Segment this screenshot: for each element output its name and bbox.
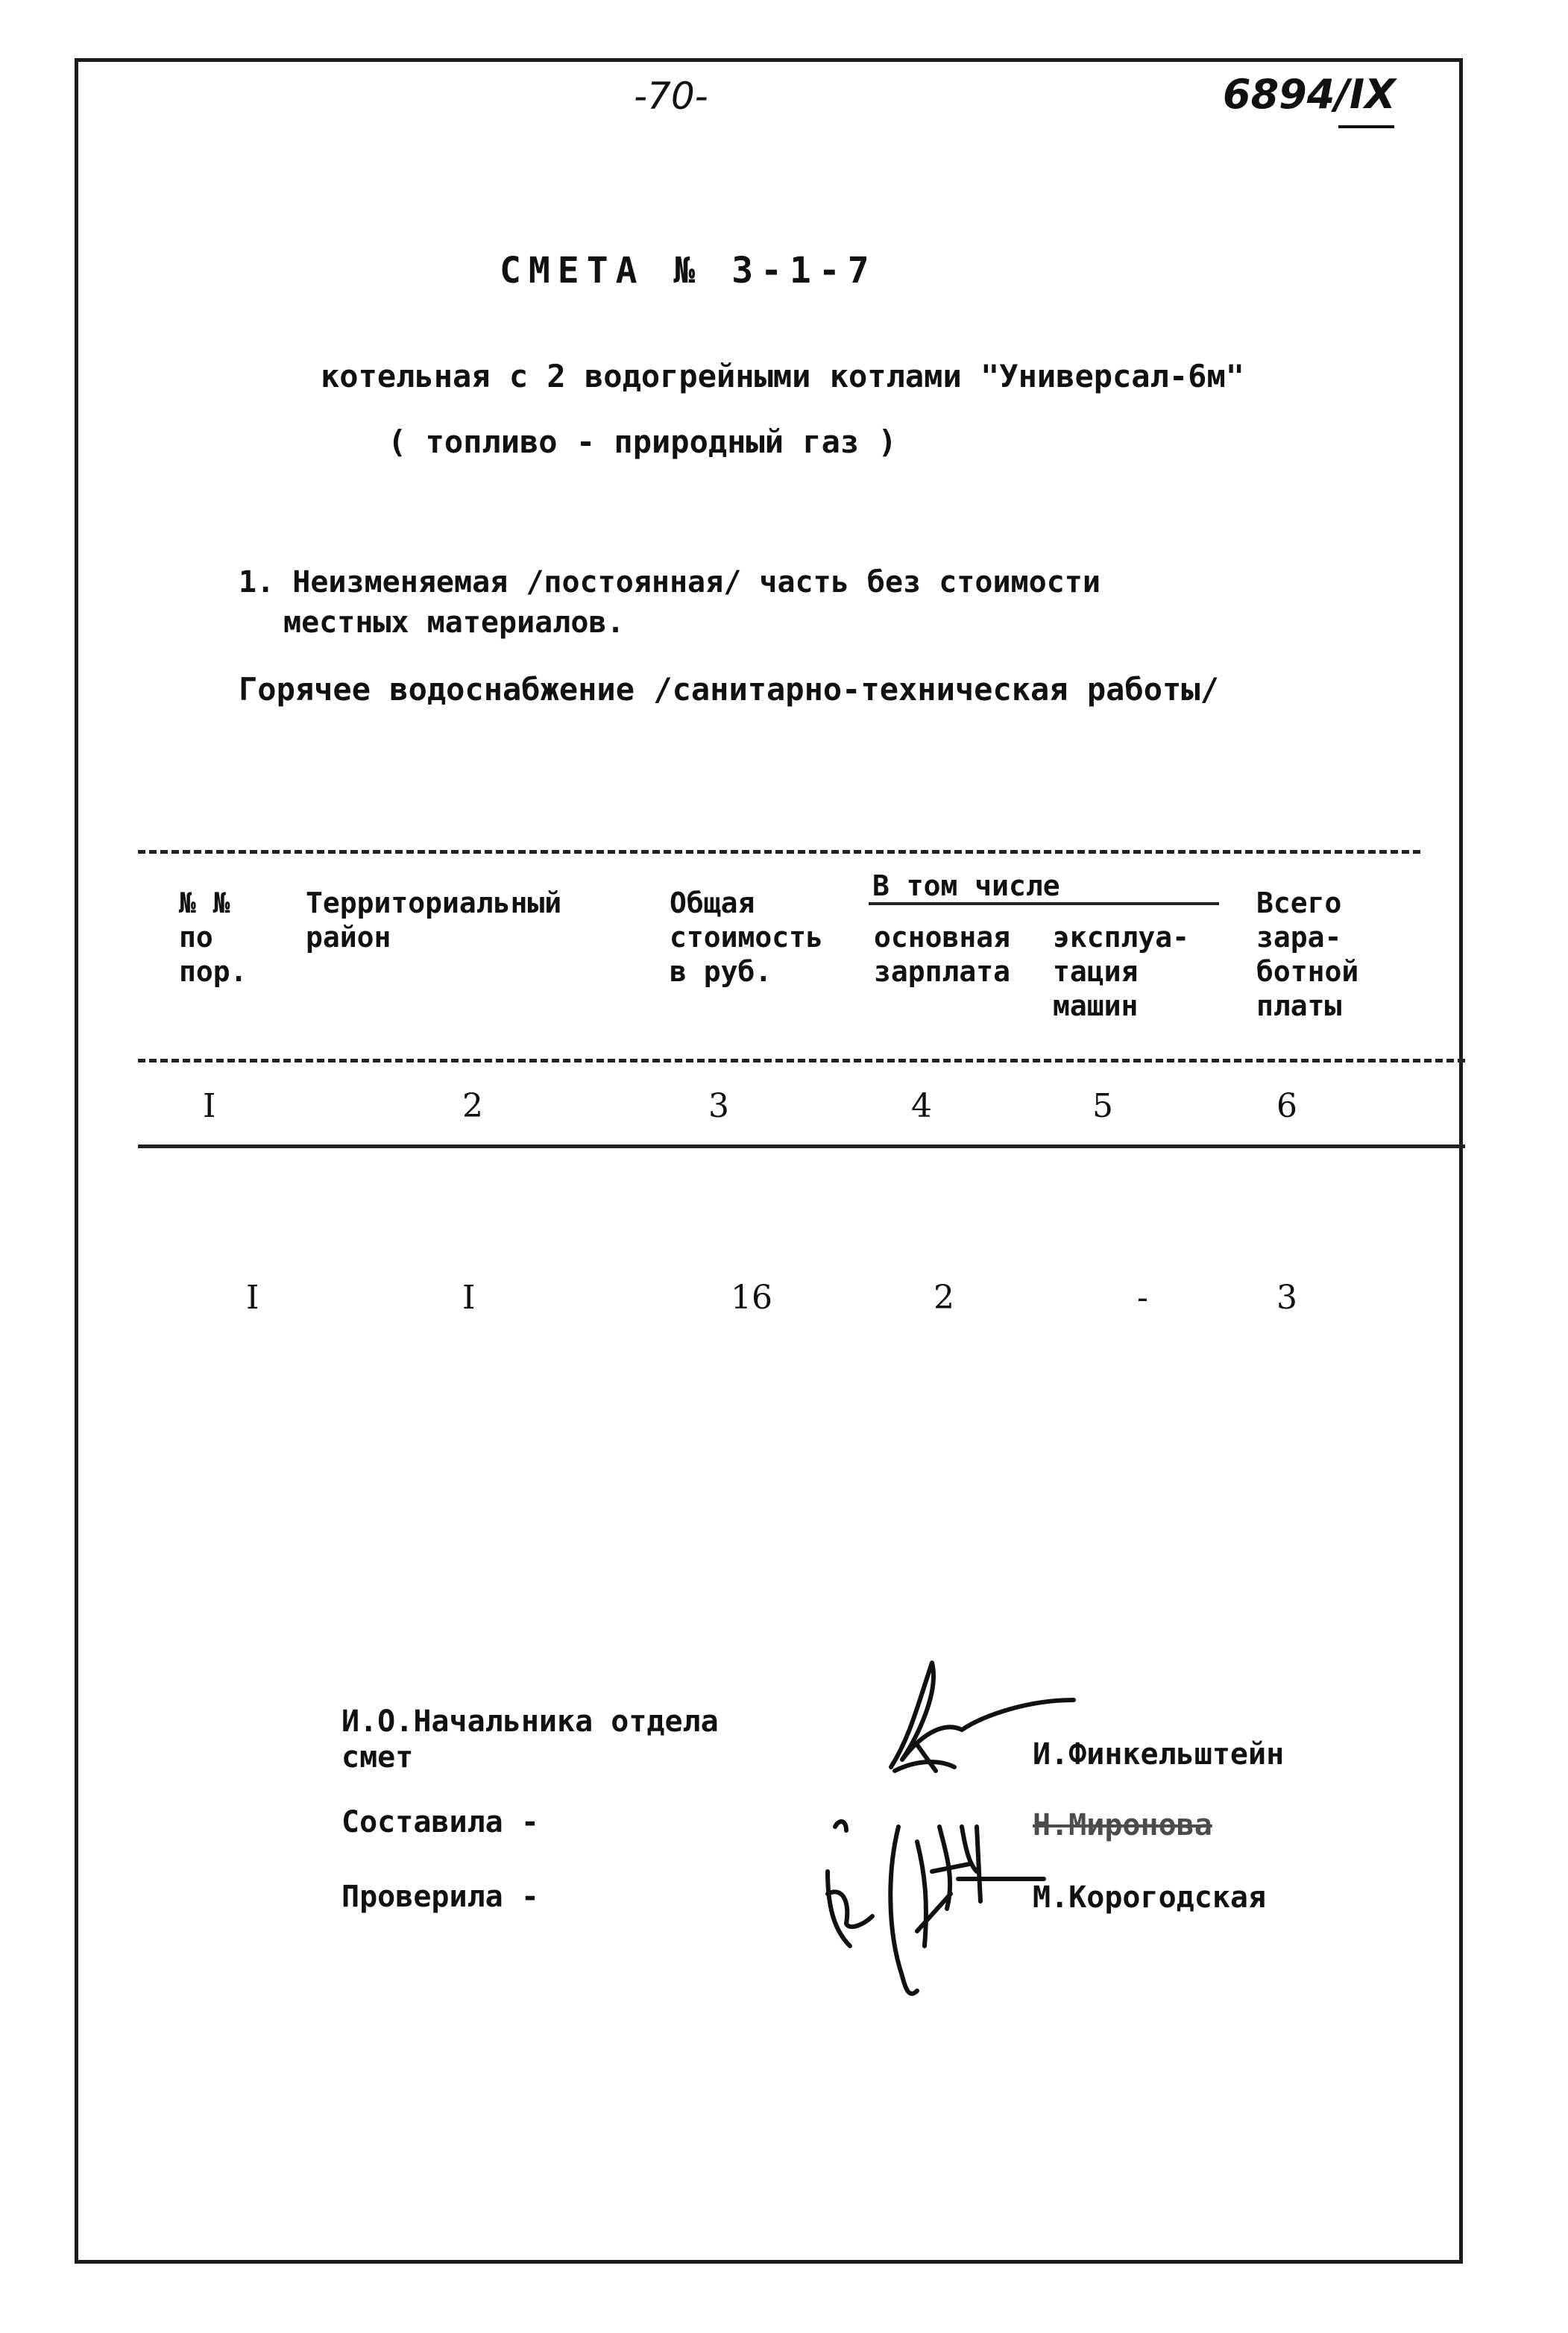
group-header-rule — [869, 902, 1219, 905]
cell-region: I — [462, 1279, 476, 1317]
section-heading-cont: местных материалов. — [283, 605, 625, 640]
header-bottom-rule — [138, 1059, 1465, 1062]
estimate-title: СМЕТА № 3-1-7 — [500, 250, 877, 292]
handwritten-signatures — [805, 1648, 1118, 2006]
column-header-total-cost: Общая стоимость в руб. — [670, 887, 823, 988]
table-top-rule — [138, 850, 1420, 854]
cell-machines: - — [1137, 1279, 1148, 1317]
column-number: 5 — [1092, 1087, 1113, 1125]
column-number: 3 — [708, 1087, 729, 1125]
fuel-note: ( топливо - природный газ ) — [388, 424, 897, 460]
column-header-number: № № по пор. — [179, 887, 248, 988]
signature-role-checked: Проверила - — [341, 1880, 539, 1914]
work-type-heading: Горячее водоснабжение /санитарно-техническая работы/ — [239, 671, 1219, 708]
signature-name-head: И.Финкельштейн — [1033, 1737, 1285, 1772]
page-number: -70- — [634, 75, 708, 118]
column-header-base-salary: основная зарплата — [874, 921, 1011, 988]
cell-total-salary: 3 — [1276, 1279, 1297, 1317]
cell-number: I — [246, 1279, 259, 1317]
column-numbers-rule — [138, 1145, 1465, 1148]
signature-role-compiled: Составила - — [341, 1805, 539, 1839]
column-number: 4 — [911, 1087, 932, 1125]
column-header-machines: эксплуа- тация машин — [1053, 921, 1190, 1022]
column-number: 2 — [462, 1087, 483, 1125]
cell-total-cost: 16 — [731, 1279, 772, 1317]
signature-name-compiled: Н.Миронова — [1033, 1808, 1212, 1842]
section-heading: 1. Неизменяемая /постоянная/ часть без стоимости — [239, 565, 1101, 599]
column-number: 6 — [1276, 1087, 1297, 1125]
signature-role-head: И.О.Начальника отдела смет — [341, 1704, 719, 1775]
document-code-underline — [1338, 125, 1394, 128]
group-header: В том числе — [872, 869, 1060, 902]
estimate-subtitle: котельная с 2 водогрейными котлами "Универсал-6м" — [321, 358, 1245, 394]
column-header-total-salary: Всего зара- ботной платы — [1256, 887, 1359, 1022]
cell-base-salary: 2 — [933, 1279, 954, 1317]
document-code: 6894/IX — [1223, 71, 1396, 118]
column-header-region: Территориальный район — [306, 887, 562, 954]
column-number: I — [203, 1087, 216, 1125]
signature-name-checked: М.Корогодская — [1033, 1880, 1267, 1915]
